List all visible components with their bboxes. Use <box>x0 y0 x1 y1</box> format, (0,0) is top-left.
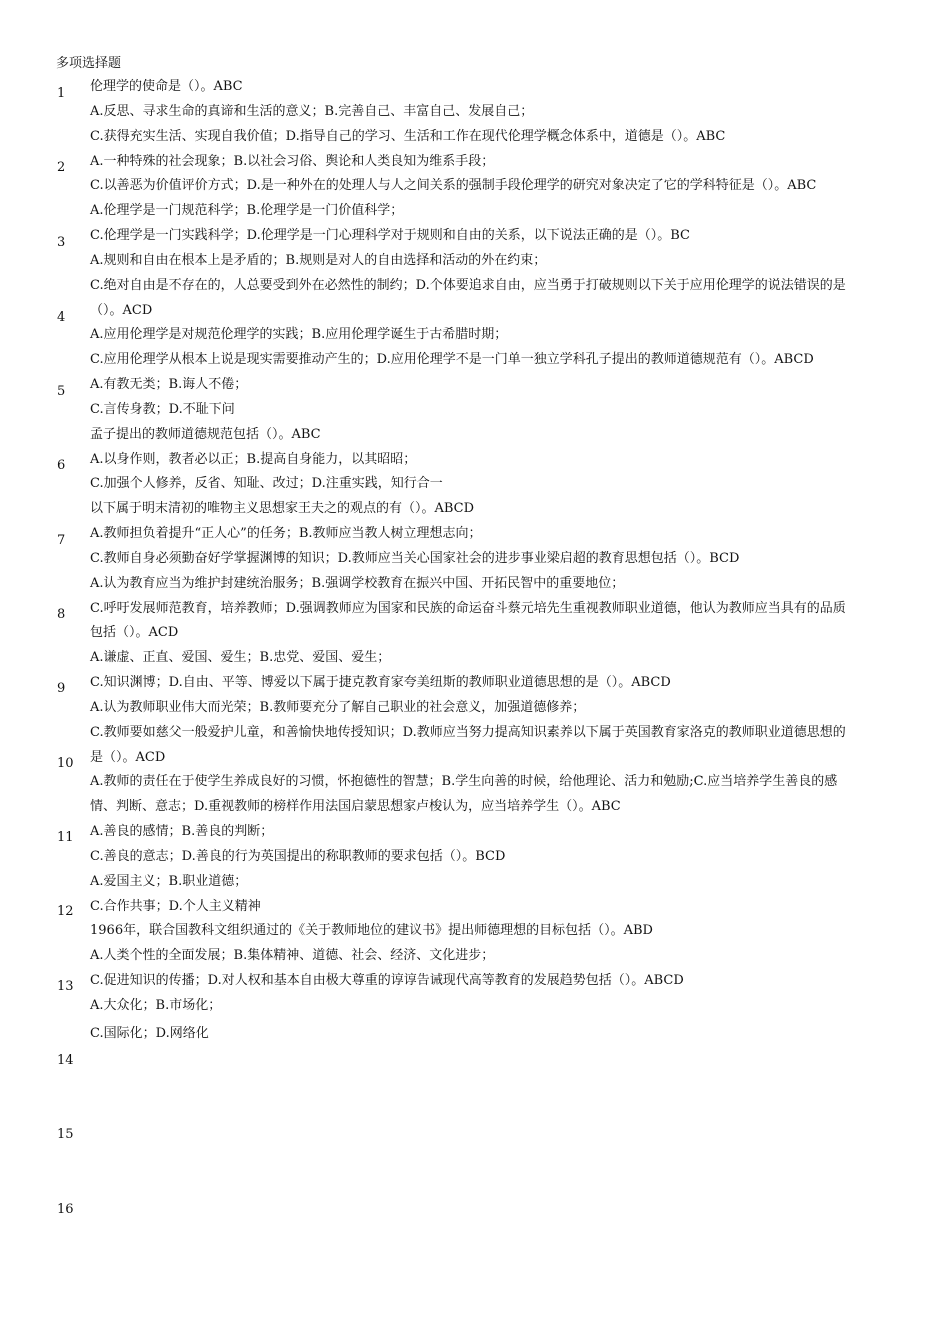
text-line: A.认为教育应当为维护封建统治服务；B.强调学校教育在振兴中国、开拓民智中的重要地位； <box>90 576 625 591</box>
text-line: （）。ACD <box>90 303 153 318</box>
text-line: 情、判断、意志；D.重视教师的榜样作用法国启蒙思想家卢梭认为，应当培养学生（）。ABC <box>90 799 621 814</box>
text-line: C.知识渊博；D.自由、平等、博爱以下属于捷克教育家夸美纽斯的教师职业道德思想的是（）。ABCD <box>90 675 671 690</box>
question-number: 11 <box>57 830 74 845</box>
question-number: 3 <box>57 235 66 250</box>
text-line: C.善良的意志；D.善良的行为英国提出的称职教师的要求包括（）。BCD <box>90 849 506 864</box>
text-line: C.促进知识的传播；D.对人权和基本自由极大尊重的谆谆告诫现代高等教育的发展趋势包括（）。ABCD <box>90 973 684 988</box>
text-line: A.善良的感情；B.善良的判断； <box>90 824 274 839</box>
section-heading: 多项选择题 <box>56 56 122 71</box>
text-line: A.一种特殊的社会现象；B.以社会习俗、舆论和人类良知为维系手段； <box>90 154 495 169</box>
question-number: 5 <box>57 384 66 399</box>
text-line: C.以善恶为价值评价方式；D.是一种外在的处理人与人之间关系的强制手段伦理学的研究对象决定了它的学科特征是（）。ABC <box>90 178 817 193</box>
text-line: 是（）。ACD <box>90 750 166 765</box>
text-line: A.大众化；B.市场化； <box>90 998 222 1013</box>
question-number: 2 <box>57 160 66 175</box>
question-number: 7 <box>57 533 66 548</box>
text-line: A.反思、寻求生命的真谛和生活的意义；B.完善自己、丰富自己、发展自己； <box>90 104 534 119</box>
text-line: A.教师担负着提升“正人心”的任务；B.教师应当教人树立理想志向； <box>90 526 482 541</box>
text-line: 伦理学的使命是（）。ABC <box>90 79 243 94</box>
text-line: A.以身作则，教者必以正；B.提高自身能力，以其昭昭； <box>90 452 417 467</box>
text-line: C.获得充实生活、实现自我价值；D.指导自己的学习、生活和工作在现代伦理学概念体系中，道德是（）。ABC <box>90 129 726 144</box>
text-line: C.加强个人修养，反省、知耻、改过；D.注重实践，知行合一 <box>90 476 443 491</box>
text-line: C.国际化；D.网络化 <box>90 1026 209 1041</box>
text-line: A.伦理学是一门规范科学；B.伦理学是一门价值科学； <box>90 203 404 218</box>
question-number: 12 <box>57 904 74 919</box>
text-line: C.呼吁发展师范教育，培养教师；D.强调教师应为国家和民族的命运奋斗蔡元培先生重视教师职业道德，他认为教师应当具有的品质 <box>90 601 846 616</box>
question-number: 15 <box>57 1127 74 1142</box>
text-line: C.合作共事；D.个人主义精神 <box>90 899 261 914</box>
question-number: 13 <box>57 979 74 994</box>
text-line: C.教师要如慈父一般爱护儿童，和善愉快地传授知识；D.教师应当努力提高知识素养以下属于英国教育家洛克的教师职业道德思想的 <box>90 725 846 740</box>
question-number: 1 <box>57 86 66 101</box>
text-line: A.谦虚、正直、爱国、爱生；B.忠党、爱国、爱生； <box>90 650 391 665</box>
text-line: A.爱国主义；B.职业道德； <box>90 874 248 889</box>
question-number: 4 <box>57 310 66 325</box>
text-line: 包括（）。ACD <box>90 625 179 640</box>
text-line: C.伦理学是一门实践科学；D.伦理学是一门心理科学对于规则和自由的关系，以下说法正确的是（）。BC <box>90 228 690 243</box>
question-number: 14 <box>57 1053 74 1068</box>
text-line: 以下属于明末清初的唯物主义思想家王夫之的观点的有（）。ABCD <box>90 501 475 516</box>
text-line: A.有教无类；B.诲人不倦； <box>90 377 248 392</box>
text-line: C.言传身教；D.不耻下问 <box>90 402 235 417</box>
text-line: 1966年，联合国教科文组织通过的《关于教师地位的建议书》提出师德理想的目标包括（）。ABD <box>90 923 653 938</box>
text-line: C.应用伦理学从根本上说是现实需要推动产生的；D.应用伦理学不是一门单一独立学科孔子提出的教师道德规范有（）。ABCD <box>90 352 814 367</box>
text-line: A.人类个性的全面发展；B.集体精神、道德、社会、经济、文化进步； <box>90 948 495 963</box>
question-number: 9 <box>57 681 66 696</box>
question-number: 6 <box>57 458 66 473</box>
question-number: 10 <box>57 756 74 771</box>
text-line: A.应用伦理学是对规范伦理学的实践；B.应用伦理学诞生于古希腊时期； <box>90 327 508 342</box>
text-line: C.教师自身必须勤奋好学掌握渊博的知识；D.教师应当关心国家社会的进步事业梁启超的教育思想包括（）。BCD <box>90 551 740 566</box>
question-number: 16 <box>57 1202 74 1217</box>
question-number: 8 <box>57 607 66 622</box>
text-line: A.规则和自由在根本上是矛盾的；B.规则是对人的自由选择和活动的外在约束； <box>90 253 547 268</box>
text-line: C.绝对自由是不存在的，人总要受到外在必然性的制约；D.个体要追求自由，应当勇于打破规则以下关于应用伦理学的说法错误的是 <box>90 278 846 293</box>
text-line: A.教师的责任在于使学生养成良好的习惯，怀抱德性的智慧；B.学生向善的时候，给他理论、活力和勉励;C.应当培养学生善良的感 <box>90 774 838 789</box>
text-line: 孟子提出的教师道德规范包括（）。ABC <box>90 427 321 442</box>
text-line: A.认为教师职业伟大而光荣；B.教师要充分了解自己职业的社会意义，加强道德修养； <box>90 700 586 715</box>
